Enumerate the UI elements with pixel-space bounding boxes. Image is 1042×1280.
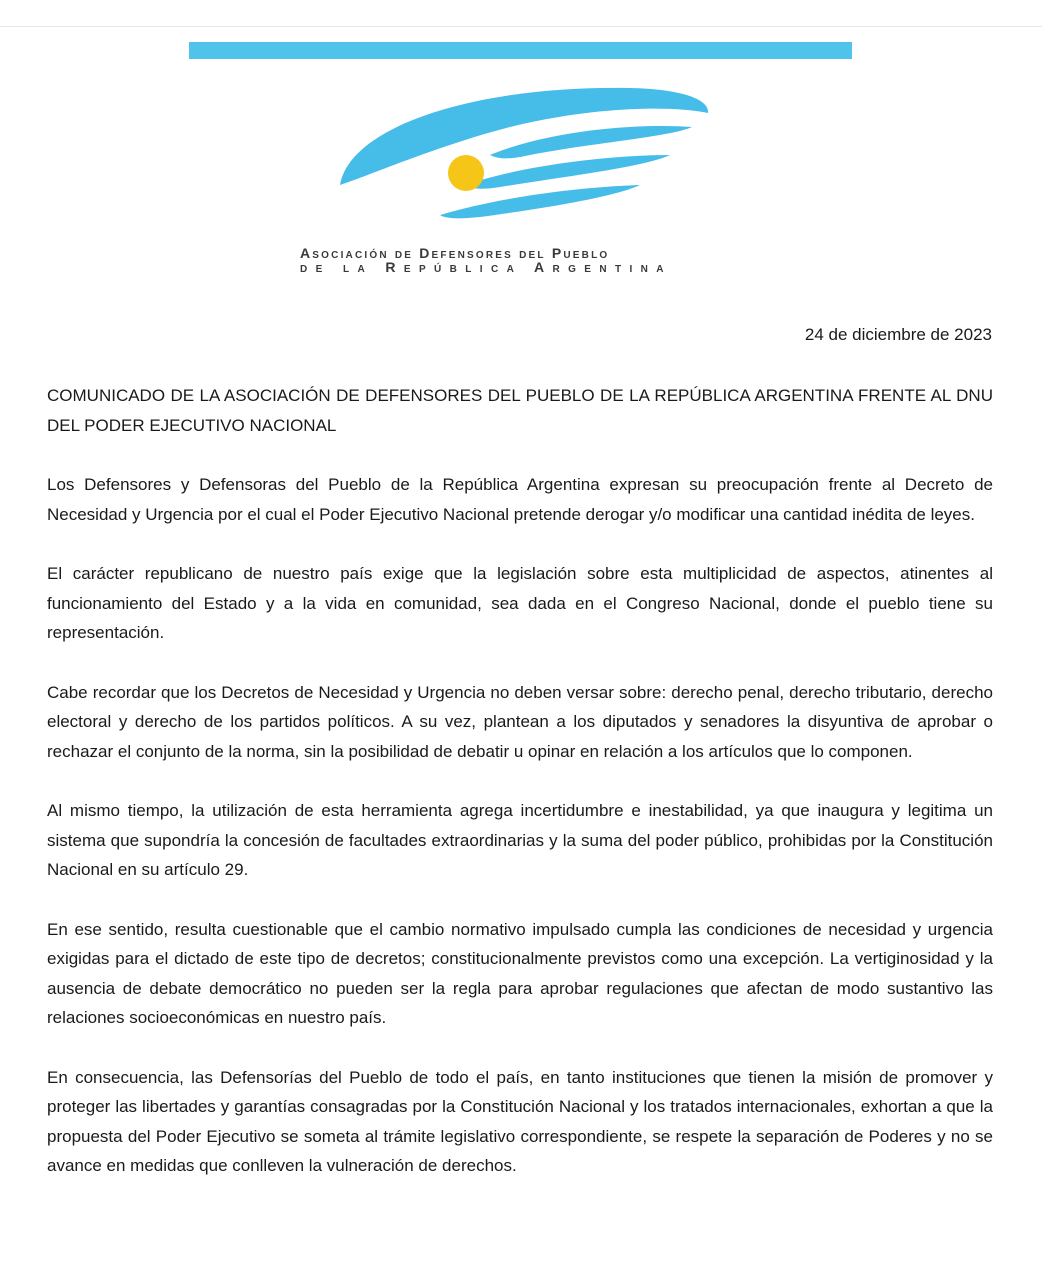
top-divider [0,26,1042,27]
org-name [300,246,712,274]
org-logo-wings-sun-icon [340,85,720,235]
paragraph-1: Los Defensores y Defensoras del Pueblo de la República Argentina expresan su preocupación frente al Decreto de Necesidad y Urgencia por el cual el Poder Ejecutivo Nacional pretende derogar y/o modificar una cantidad inédita de leyes. [47,475,993,524]
org-name-line1: Asociación de Defensores del Pueblo [300,245,610,261]
paragraph-3: Cabe recordar que los Decretos de Necesidad y Urgencia no deben versar sobre: derecho penal, derecho tributario, derecho electoral y derecho de los partidos políticos. A su vez, plantean a los diputados y senadores la disyuntiva de aprobar o rechazar el conjunto de la norma, sin la posibilidad de debatir u opinar en relación a los artículos que lo componen. [47,682,993,761]
header-color-bar [189,42,852,59]
paragraph-4: Al mismo tiempo, la utilización de esta herramienta agrega incertidumbre e inestabilidad, ya que inaugura y legitima un sistema que supondría la concesión de facultades extraordinarias y la suma del poder público, prohibidas por la Constitución Nacional en su artículo 29. [47,801,993,879]
paragraph-6: En consecuencia, las Defensorías del Pueblo de todo el país, en tanto instituciones que tienen la misión de promover y proteger las libertades y garantías consagradas por la Constitución Nacional y los tratados internacionales, exhortan a que la propuesta del Poder Ejecutivo se someta al trámite legislativo correspondiente, se respete la separación de Poderes y no se avance en medidas que conlleven la vulneración de derechos. [47,1067,993,1175]
paragraph-2: El carácter republicano de nuestro país exige que la legislación sobre esta multiplicidad de aspectos, atinentes al funcionamiento del Estado y a la vida en comunidad, sea dada en el Congreso Nacional, donde el pueblo tiene su representación. [47,564,993,642]
paragraph-5: En ese sentido, resulta cuestionable que el cambio normativo impulsado cumpla las condiciones de necesidad y urgencia exigidas para el dictado de este tipo de decretos; constitucionalmente previstos como una excepción. La vertiginosidad y la ausencia de debate democrático no pueden ser la regla para aprobar regulaciones que afectan de modo sustantivo las relaciones socioeconómicas en nuestro país. [47,919,993,1027]
document-date: 24 de diciembre de 2023 [804,325,992,344]
document-title: COMUNICADO DE LA ASOCIACIÓN DE DEFENSORES DEL PUEBLO DE LA REPÚBLICA ARGENTINA FRENTE AL DNU DEL PODER EJECUTIVO NACIONAL [47,386,993,435]
org-name-line2: de la República Argentina [300,259,672,275]
document-body [47,381,993,1211]
